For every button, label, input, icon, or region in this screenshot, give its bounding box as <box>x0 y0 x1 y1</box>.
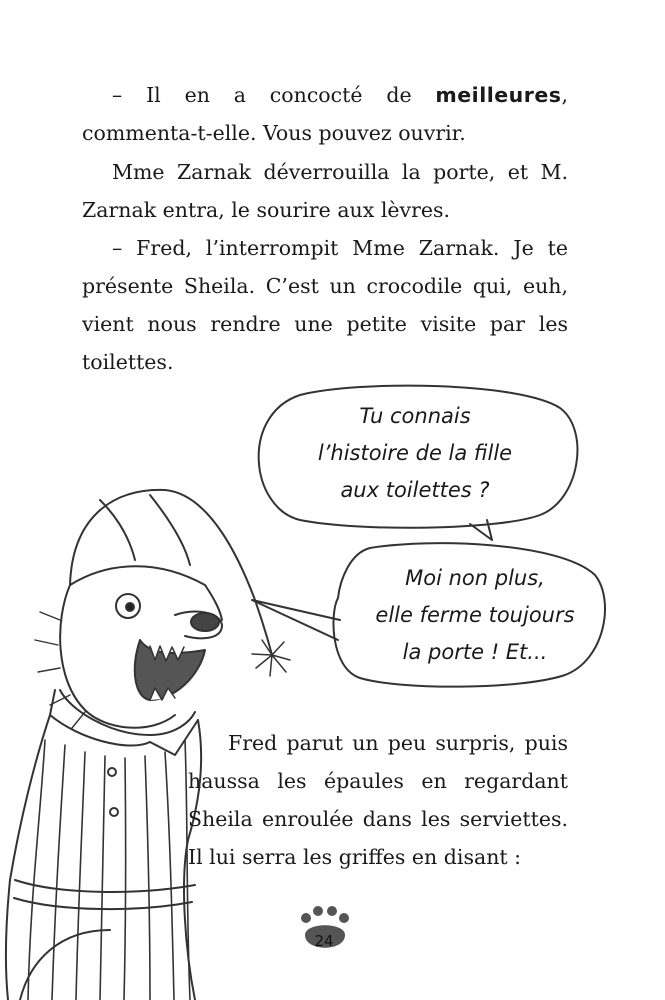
bubble-top-line-3: aux toilettes ? <box>340 478 490 502</box>
bubble-bottom-line-3: la porte ! Et... <box>402 640 548 664</box>
speech-bubble-top-text <box>270 398 560 509</box>
paragraph-1-end: , commenta-t-elle. Vous pouvez ouvrir. <box>82 83 568 145</box>
paragraph-1-start: – Il en a concocté de <box>112 83 436 107</box>
bubble-bottom-line-2: elle ferme toujours <box>375 603 575 627</box>
bubble-top-line-2: l’histoire de la fille <box>317 441 513 465</box>
paragraph-4: Fred parut un peu surpris, puis haussa les épaules en regardant Sheila enroulée dans les serviettes. Il lui serra les griffes en disant : <box>188 731 568 869</box>
speech-bubble-bottom-text <box>345 560 605 671</box>
page-number: 24 <box>314 932 334 950</box>
paragraph-3: – Fred, l’interrompit Mme Zarnak. Je te présente Sheila. C’est un crocodile qui, euh, vient nous rendre une petite visite par les toilettes. <box>82 236 568 374</box>
paragraph-2: Mme Zarnak déverrouilla la porte, et M. Zarnak entra, le sourire aux lèvres. <box>82 160 568 222</box>
paragraph-1 <box>82 76 568 152</box>
emphasis-word: meilleures <box>435 83 562 107</box>
bubble-top-line-1: Tu connais <box>359 404 471 428</box>
bubble-bottom-line-1: Moi non plus, <box>405 566 545 590</box>
